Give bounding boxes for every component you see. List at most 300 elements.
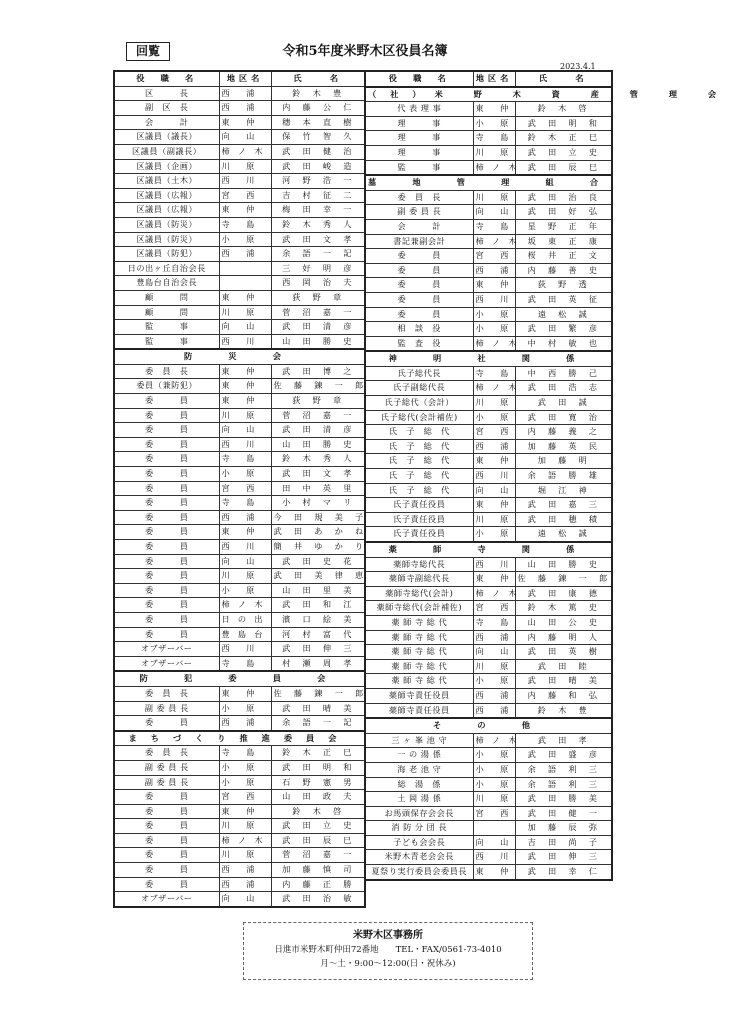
cell-name: 今 田 規 美 子 [271,510,365,525]
cell-role: 会 計 [114,115,219,130]
cell-name: 鈴 木 秀 人 [271,452,365,467]
table-row [365,454,612,469]
cell-area: 寺 島 [219,746,271,761]
cell-area: 寺 島 [473,131,515,146]
cell-name: 鈴 木 啓 [271,804,365,819]
cell-area: 宮 西 [473,249,515,264]
cell-name: 武 田 立 史 [271,819,365,834]
table-row [365,557,612,572]
cell-role: 総 湯 係 [365,777,473,792]
table-row [114,525,365,540]
cell-role: 三 ヶ 峯 池 守 [365,733,473,748]
cell-area: 西 浦 [219,716,271,731]
cell-name: 遠 松 誠 [515,307,612,322]
table-row [114,627,365,642]
cell-role: オブザーバー [114,656,219,671]
cell-name: 武 田 嘉 三 [515,498,612,513]
cell-role: 氏子責任役員 [365,498,473,513]
table-row [114,790,365,805]
table-row [365,806,612,821]
cell-area: 柿 ノ 木 [473,381,515,396]
cell-name: 武 田 伸 三 [271,642,365,657]
cell-role: 消 防 分 団 長 [365,821,473,836]
table-row [114,716,365,731]
cell-area: 日 の 出 [219,612,271,627]
cell-name: 佐 藤 錬 一 郎 [271,379,365,394]
section-title: 防 災 会 [114,349,365,364]
cell-name: 武 田 明 和 [271,760,365,775]
table-row [365,688,612,703]
cell-name: 簡 井 ゆ か り [271,540,365,555]
table-row [365,278,612,293]
cell-area: 川 原 [473,396,515,411]
cell-area: 西 浦 [473,688,515,703]
left-roster-table [113,70,366,908]
cell-name: 河 村 富 代 [271,627,365,642]
cell-role: 薬 師 寺 総 代 [365,615,473,630]
cell-role: 委 員 [114,627,219,642]
cell-role: 委 員 長 [114,364,219,379]
cell-name: 武 田 立 史 [515,145,612,160]
cell-role: 氏子副総代長 [365,381,473,396]
cell-name: 武 田 誠 [515,396,612,411]
office-footer [243,922,533,980]
cell-area: 東 仲 [473,102,515,117]
cell-name: 武 田 好 弘 [515,205,612,220]
cell-name: 内 藤 公 仁 [271,101,365,116]
cell-role: 氏子責任役員 [365,527,473,542]
cell-role: 委 員 [114,569,219,584]
table-header-row [114,71,365,86]
cell-role: 土 岡 湯 係 [365,792,473,807]
cell-area: 向 山 [473,835,515,850]
cell-role: 委 員 [365,307,473,322]
cell-name: 武 田 伸 三 [515,850,612,865]
cell-role: 薬師寺総代長 [365,557,473,572]
cell-area: 小 原 [473,527,515,542]
cell-role: 氏子総代（会計） [365,396,473,411]
table-row [114,892,365,907]
cell-role: 委 員 [114,467,219,482]
cell-area: 東 仲 [219,364,271,379]
cell-name: 星 野 正 年 [515,219,612,234]
cell-name: 加 藤 辰 弥 [515,821,612,836]
cell-name: 武 田 明 和 [515,116,612,131]
cell-name: 佐 藤 錬 一 郎 [515,572,612,587]
table-row [365,659,612,674]
cell-role: 薬師寺総代(会計補佐) [365,601,473,616]
table-row [114,130,365,145]
cell-area: 向 山 [219,130,271,145]
cell-area: 西 川 [219,334,271,349]
cell-role: 委 員 [114,481,219,496]
cell-area: 小 原 [219,232,271,247]
table-row [365,263,612,278]
cell-role: 日の出ヶ丘自治会長 [114,261,219,276]
cell-name: 武 田 晴 美 [515,674,612,689]
cell-name: 加 藤 慎 司 [271,863,365,878]
table-row [114,877,365,892]
cell-role: 委員（兼防犯） [114,379,219,394]
cell-area: 東 仲 [473,278,515,293]
table-row [365,307,612,322]
cell-area: 小 原 [473,762,515,777]
cell-area: 西 浦 [473,263,515,278]
cell-role: 区議員（広報） [114,203,219,218]
cell-role: 委 員 [114,525,219,540]
cell-role: 区議員（副議長） [114,144,219,159]
table-row [114,144,365,159]
table-row [114,642,365,657]
cell-role: 監 査 役 [365,336,473,351]
section-title: 神 明 社 関 係 [365,351,612,366]
cell-area: 小 原 [473,410,515,425]
circulation-stamp: 回覧 [126,42,170,61]
table-row [114,247,365,262]
cell-area: 宮 西 [219,790,271,805]
cell-role: 委 員 [365,278,473,293]
cell-role: 委 員 [114,790,219,805]
cell-name: 武 田 治 良 [515,190,612,205]
cell-name: 武 田 盛 彦 [515,748,612,763]
cell-role: 区議員（土木） [114,174,219,189]
header-role: 役 職 名 [114,71,219,86]
cell-area: 小 原 [219,467,271,482]
cell-area: 東 仲 [219,686,271,701]
cell-area: 東 仲 [219,290,271,305]
table-row [114,819,365,834]
header-role: 役 職 名 [365,71,473,87]
cell-name: 菅 沼 嘉 一 [271,848,365,863]
cell-name: 武 田 あ か ね [271,525,365,540]
cell-area: 小 原 [473,674,515,689]
table-row [365,762,612,777]
cell-name: 武 田 英 征 [515,292,612,307]
cell-role: 監 事 [114,320,219,335]
right-roster-table [364,70,730,881]
cell-area: 小 原 [219,760,271,775]
cell-role: 副 委 員 長 [114,760,219,775]
cell-name: 菅 沼 嘉 一 [271,305,365,320]
section-title: （社）米 野 木 資 産 管 理 会 [365,87,612,102]
office-name: 米野木区事務所 [353,930,423,941]
section-title: まちづくり推進委員会 [114,731,365,746]
table-row [114,379,365,394]
table-row [114,656,365,671]
cell-role: 氏 子 総 代 [365,469,473,484]
cell-area: 西 浦 [473,703,515,718]
cell-role: 薬 師 寺 総 代 [365,630,473,645]
table-row [114,217,365,232]
cell-area: 西 浦 [219,247,271,262]
cell-role: 薬師寺責任役員 [365,688,473,703]
table-row [114,848,365,863]
table-row [365,410,612,425]
cell-area: 宮 西 [219,188,271,203]
cell-role: 米野木青老会会長 [365,850,473,865]
table-row [114,423,365,438]
cell-name: 余 語 勝 雄 [515,469,612,484]
cell-area: 小 原 [473,116,515,131]
cell-role: 委 員 [114,452,219,467]
cell-area: 川 原 [219,569,271,584]
table-row [114,364,365,379]
cell-name: 河 野 浩 一 [271,174,365,189]
cell-area: 向 山 [219,423,271,438]
table-row [365,439,612,454]
cell-area: 西 川 [219,437,271,452]
cell-area: 川 原 [473,659,515,674]
table-row [365,469,612,484]
document-title: 令和5年度米野木区役員名簿 [282,44,448,59]
table-row [365,645,612,660]
cell-role: 理 事 [365,131,473,146]
cell-name: 武 田 辰 巳 [515,160,612,175]
cell-name: 鈴 木 正 巳 [271,746,365,761]
cell-role: 委 員 [114,877,219,892]
cell-name: 武 田 幸 仁 [515,865,612,880]
cell-name: 荻 野 章 [271,290,365,305]
table-row [114,481,365,496]
table-header-row [365,71,612,87]
table-row [365,850,612,865]
cell-name: 桜 井 正 文 [515,249,612,264]
cell-role: 委 員 [114,819,219,834]
cell-role: 委 員 [114,863,219,878]
cell-area: 宮 西 [473,425,515,440]
table-row [114,686,365,701]
table-row [114,159,365,174]
table-row [365,131,612,146]
cell-area: 東 仲 [219,203,271,218]
cell-name: 武 田 康 德 [515,586,612,601]
cell-name: 余 語 利 三 [515,762,612,777]
table-row [365,512,612,527]
cell-role: 委 員 [114,496,219,511]
cell-role: 夏祭り実行委員会委員長 [365,865,473,880]
cell-name: 山 田 公 史 [515,615,612,630]
cell-area: 西 川 [219,540,271,555]
cell-role: 顧 問 [114,290,219,305]
cell-area: 柿 ノ 木 [219,144,271,159]
cell-area: 向 山 [473,205,515,220]
cell-name: 武 田 穂 積 [515,512,612,527]
cell-role: オブザーバー [114,892,219,907]
table-row [365,234,612,249]
cell-role: オブザーバー [114,642,219,657]
cell-name: 余 語 一 記 [271,716,365,731]
cell-area: 柿 ノ 木 [473,336,515,351]
cell-role: 委 員 長 [114,686,219,701]
cell-name: 荻 野 透 [515,278,612,293]
cell-role: 会 計 [365,219,473,234]
cell-name: 武 田 勝 美 [515,792,612,807]
cell-role: 委 員 [114,554,219,569]
cell-area: 西 川 [473,557,515,572]
table-row [114,86,365,101]
cell-area: 向 山 [219,320,271,335]
table-row [114,203,365,218]
cell-name: 菅 沼 嘉 一 [271,408,365,423]
cell-name: 山 田 政 夫 [271,790,365,805]
cell-area: 川 原 [219,819,271,834]
cell-name: 吉 村 征 二 [271,188,365,203]
cell-area: 柿 ノ 木 [219,833,271,848]
office-hours: 月～土・9:00～12:00(日・祝休み) [320,959,456,969]
cell-name: 山 田 里 美 [271,583,365,598]
cell-area [473,821,515,836]
cell-area: 小 原 [219,583,271,598]
cell-name: 加 藤 明 [515,454,612,469]
cell-area: 川 原 [219,408,271,423]
cell-name: 遠 松 誠 [515,527,612,542]
table-row [365,336,612,351]
cell-role: 委 員 [114,408,219,423]
cell-role: 委 員 [114,804,219,819]
table-row [365,777,612,792]
cell-area: 西 浦 [219,877,271,892]
cell-area: 小 原 [473,322,515,337]
cell-role: 薬 師 寺 総 代 [365,659,473,674]
cell-area: 向 山 [219,892,271,907]
cell-name: 中 西 勝 己 [515,366,612,381]
cell-name: 武 田 浩 志 [515,381,612,396]
cell-name: 武 田 辰 巳 [271,833,365,848]
cell-area: 宮 西 [473,806,515,821]
cell-role: 副 区 長 [114,101,219,116]
table-row [114,760,365,775]
table-row [114,232,365,247]
table-row [114,775,365,790]
header-area: 地区名 [219,71,271,86]
cell-role: 委 員 [114,540,219,555]
cell-name: 村 瀬 周 孝 [271,656,365,671]
table-row [114,276,365,291]
table-row [365,865,612,880]
cell-role: 顧 問 [114,305,219,320]
cell-name: 鈴 木 秀 人 [271,217,365,232]
cell-name: 穗 本 直 樹 [271,115,365,130]
table-row [365,381,612,396]
cell-name: 鈴 木 篤 史 [515,601,612,616]
cell-name: 武 田 和 江 [271,598,365,613]
cell-name: 中 村 敏 也 [515,336,612,351]
header-name: 氏 名 [271,71,365,86]
section-header-row [365,351,612,366]
table-row [114,804,365,819]
cell-name: 武 田 寛 治 [515,410,612,425]
cell-role: 監 事 [114,334,219,349]
table-row [114,496,365,511]
cell-area: 寺 島 [219,656,271,671]
cell-area: 西 川 [219,642,271,657]
cell-name: 内 藤 和 弘 [515,688,612,703]
cell-area: 寺 島 [219,452,271,467]
cell-name: 加 藤 英 民 [515,439,612,454]
cell-name: 鈴 木 豊 [271,86,365,101]
cell-area: 川 原 [473,145,515,160]
table-row [365,425,612,440]
cell-name: 佐 藤 錬 一 郎 [271,686,365,701]
cell-role: 薬師寺総代(会計) [365,586,473,601]
cell-area: 宮 西 [473,601,515,616]
cell-area: 東 仲 [219,394,271,409]
cell-role: 氏 子 総 代 [365,439,473,454]
cell-area: 西 川 [473,850,515,865]
table-row [365,483,612,498]
table-row [114,290,365,305]
cell-role: 氏子総代(会計補佐) [365,410,473,425]
cell-role: 薬 師 寺 総 代 [365,674,473,689]
cell-name: 武 田 晴 美 [271,701,365,716]
cell-role: 委 員 [114,583,219,598]
cell-area: 寺 島 [473,219,515,234]
cell-name: 武 田 孝 [515,733,612,748]
cell-area: 小 原 [219,701,271,716]
section-header-row [114,671,365,686]
cell-area: 東 仲 [219,804,271,819]
cell-role: 委 員 長 [114,746,219,761]
table-row [365,601,612,616]
cell-area: 西 浦 [219,510,271,525]
cell-name: 武 田 治 敏 [271,892,365,907]
cell-area: 西 浦 [219,101,271,116]
table-row [365,190,612,205]
cell-role: 区議員（広報） [114,188,219,203]
cell-area: 柿 ノ 木 [473,234,515,249]
cell-role: 委 員 [114,612,219,627]
cell-role: 氏 子 総 代 [365,425,473,440]
cell-role: 委 員 [114,423,219,438]
table-row [365,219,612,234]
cell-area: 東 仲 [473,572,515,587]
cell-name: 武 田 健 治 [271,144,365,159]
cell-area: 小 原 [219,775,271,790]
cell-area: 寺 島 [473,615,515,630]
cell-role: 委 員 [114,510,219,525]
table-row [365,748,612,763]
cell-role: 区議員（防災） [114,217,219,232]
table-row [365,527,612,542]
cell-role: 区 長 [114,86,219,101]
cell-area: 豊 島 台 [219,627,271,642]
cell-name: 田 中 英 里 [271,481,365,496]
cell-role: 委 員 [114,437,219,452]
cell-area: 宮 西 [219,481,271,496]
cell-role: 書記兼副会計 [365,234,473,249]
cell-role: 委 員 [114,394,219,409]
cell-area: 小 原 [473,307,515,322]
cell-role: 委 員 [114,848,219,863]
table-row [114,510,365,525]
cell-name: 武 田 史 花 [271,554,365,569]
cell-role: 海 老 池 守 [365,762,473,777]
section-header-row [365,87,612,102]
table-row [365,205,612,220]
table-row [114,569,365,584]
table-row [114,701,365,716]
cell-name: 鈴 木 正 巳 [515,131,612,146]
cell-area: 柿 ノ 木 [473,586,515,601]
section-title: 薬 師 寺 関 係 [365,542,612,557]
cell-name: 武 田 清 彦 [271,423,365,438]
cell-name: 余 語 利 三 [515,777,612,792]
cell-name: 内 藤 明 人 [515,630,612,645]
cell-name: 保 竹 智 久 [271,130,365,145]
section-header-row [365,718,612,733]
cell-name: 武 田 博 之 [271,364,365,379]
cell-role: 代 表 理 事 [365,102,473,117]
